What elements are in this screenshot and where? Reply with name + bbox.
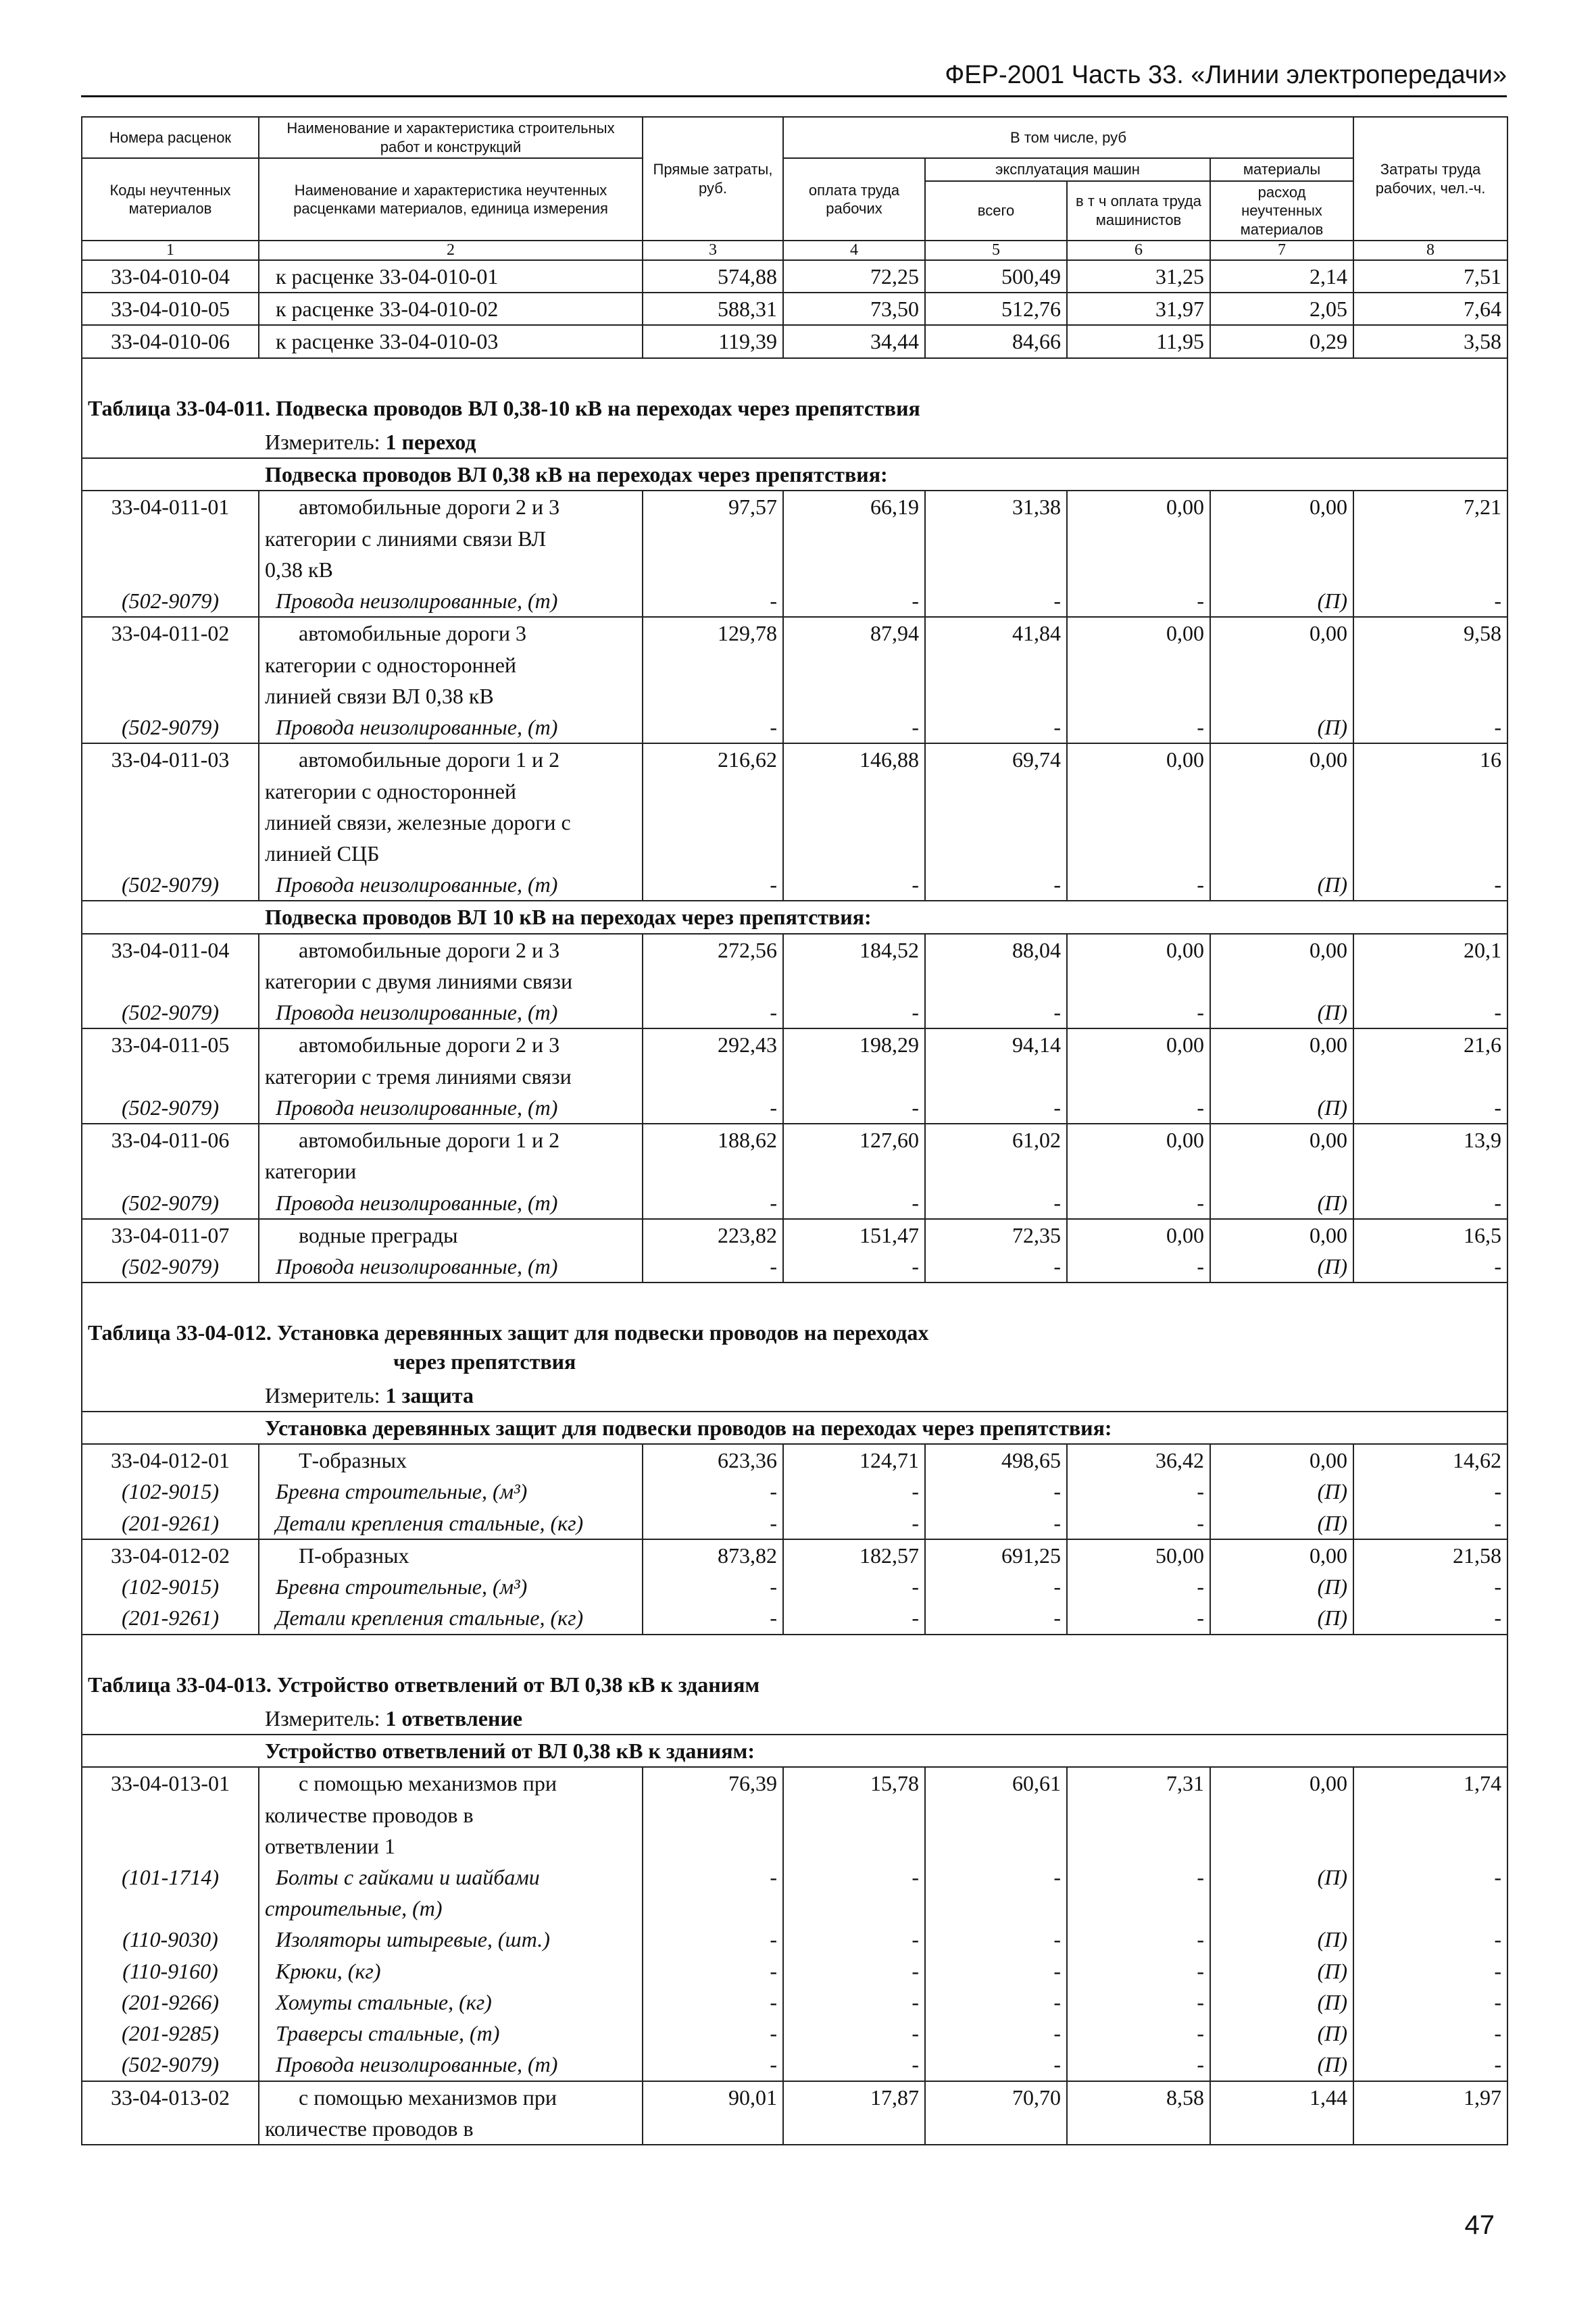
table-title-011: Таблица 33-04-011. Подвеска проводов ВЛ 0,38-10 кВ на переходах через препятствия [82,382,1507,426]
material-row: (110-9030) Изоляторы штыревые, (шт.) - - - - (П) - [82,1924,1507,1955]
col-materials: материалы [1210,158,1353,181]
table-row: 33-04-010-04 к расценке 33-04-010-01 574,88 72,25 500,49 31,25 2,14 7,51 [82,260,1507,293]
table-title-012: Таблица 33-04-012. Установка деревянных защит для подвески проводов на переходах [82,1306,1507,1347]
measure-011: Измеритель: 1 переход [82,426,1507,458]
col-total: всего [925,181,1067,241]
table-row: 33-04-011-07 водные преграды 223,82 151,47 72,35 0,00 0,00 16,5 [82,1219,1507,1251]
col-name-top: Наименование и характеристика строительных работ и конструкций [259,117,643,158]
col-mat-use: расход неучтенных материалов [1210,181,1353,241]
material-row: (201-9266) Хомуты стальные, (кг) - - - - (П) - [82,1987,1507,2018]
table-row: 33-04-013-02 с помощью механизмов при 90,01 17,87 70,70 8,58 1,44 1,97 [82,2081,1507,2113]
header-row [82,117,1507,158]
table-row: 33-04-010-05 к расценке 33-04-010-02 588,31 73,50 512,76 31,97 2,05 7,64 [82,293,1507,325]
col-name-bottom: Наименование и характеристика неучтенных расценками материалов, единица измерения [259,158,643,241]
material-row: (502-9079) Провода неизолированные, (т) - - - - (П) - [82,1187,1507,1219]
material-row: (502-9079) Провода неизолированные, (т) - - - - (П) - [82,585,1507,617]
section-heading: Устройство ответвлений от ВЛ 0,38 кВ к зданиям: [82,1735,1507,1767]
material-row: (502-9079) Провода неизолированные, (т) - - - - (П) - [82,2049,1507,2081]
table-row: 33-04-011-06 автомобильные дороги 1 и 2 188,62 127,60 61,02 0,00 0,00 13,9 [82,1124,1507,1155]
table-row: 33-04-010-06 к расценке 33-04-010-03 119,39 34,44 84,66 11,95 0,29 3,58 [82,325,1507,357]
document-page [81,61,1507,2145]
running-header: ФЕР-2001 Часть 33. «Линии электропередачи» [81,61,1507,97]
section-heading: Подвеска проводов ВЛ 0,38 кВ на переходах через препятствия: [82,458,1507,491]
material-row: (502-9079) Провода неизолированные, (т) - - - - (П) - [82,1251,1507,1283]
section-heading: Установка деревянных защит для подвески проводов на переходах через препятствия: [82,1412,1507,1444]
col-incl-pay: в т ч оплата труда машинистов [1067,181,1210,241]
table-row: 33-04-012-02 П-образных 873,82 182,57 691,25 50,00 0,00 21,58 [82,1539,1507,1571]
table-title-013: Таблица 33-04-013. Устройство ответвлений от ВЛ 0,38 кВ к зданиям [82,1658,1507,1703]
material-row: (201-9285) Траверсы стальные, (т) - - - - (П) - [82,2018,1507,2049]
table-title-012-cont: через препятствия [82,1347,1507,1380]
col-worker-cost: Затраты труда рабочих, чел.-ч. [1353,117,1507,241]
page-number: 47 [1464,2210,1495,2240]
material-row: (502-9079) Провода неизолированные, (т) - - - - (П) - [82,712,1507,743]
material-row: (201-9261) Детали крепления стальные, (кг) - - - - (П) - [82,1508,1507,1539]
table-row: 33-04-011-05 автомобильные дороги 2 и 3 292,43 198,29 94,14 0,00 0,00 21,6 [82,1028,1507,1060]
col-codes-bottom: Коды неучтенных материалов [82,158,259,241]
table-row: 33-04-011-03 автомобильные дороги 1 и 2 216,62 146,88 69,74 0,00 0,00 16 [82,743,1507,775]
table-row: 33-04-011-04 автомобильные дороги 2 и 3 272,56 184,52 88,04 0,00 0,00 20,1 [82,934,1507,966]
material-row: (502-9079) Провода неизолированные, (т) - - - - (П) - [82,997,1507,1028]
material-row: (502-9079) Провода неизолированные, (т) - - - - (П) - [82,1092,1507,1124]
col-codes-top: Номера расценок [82,117,259,158]
table-row: 33-04-011-01 автомобильные дороги 2 и 3 97,57 66,19 31,38 0,00 0,00 7,21 [82,491,1507,522]
table-row: 33-04-012-01 Т-образных 623,36 124,71 498,65 36,42 0,00 14,62 [82,1444,1507,1476]
material-row: (102-9015) Бревна строительные, (м³) - - - - (П) - [82,1476,1507,1507]
material-row: (502-9079) Провода неизолированные, (т) - - - - (П) - [82,869,1507,901]
rates-table: Номера расценок Наименование и характеристика строительных работ и конструкций Прямые затраты, руб. В том числе, руб Затраты труда рабочих, чел.-ч. Коды неучтенных материалов Наименование и характеристика неучтенных расценками материалов, единица измерения оплата труда рабочих эксплуатация машин материалы всего в т ч оплата труда машинистов расход неучтенных материалов 1 2 3 4 5 6 7 8 33-04-010-04 к расценке 33-04-010-01 574,88 72,25 500,49 31,25 2,14 7,51 33-04-010-05 к расценке 33-04-010-02 588,31 73,50 512,76 31,97 2,05 7,64 33-04-010-06 к расценке 33-04-010-03 119,39 34,44 84,66 11,95 0,29 3,58 Таблица 33-04-011. Подвеска проводов ВЛ 0,38-10 кВ на переходах через препятствия Измеритель: 1 переход Подвеска проводов ВЛ 0,38 кВ на переходах через препятствия: 33-04-011-01 автомобильные дороги 2 и 3 97,57 66,19 31,38 0,00 0,00 7,21 категории с линиями связи ВЛ 0,38 кВ (502-9079) Провода неизолированные, (т) - - - - (П) - 33-04-011-02 автомобильные дороги 3 129,78 87,94 41,84 0,00 0,00 9,58 категории с односторонней линией связи ВЛ 0,38 кВ (502-9079) Провода неизолированные, (т) - - - - (П) - 33-04-011-03 автомобильные дороги 1 и 2 216,62 146,88 69,74 0,00 0,00 16 категории с односторонней линией связи, железные дороги с линией СЦБ (502-9079) Провода неизолированные, (т) - - - - (П) - Подвеска проводов ВЛ 10 кВ на переходах через препятствия: 33-04-011-04 автомобильные дороги 2 и 3 272,56 184,52 88,04 0,00 0,00 20,1 категории с двумя линиями связи (502-9079) Провода неизолированные, (т) - - - - (П) - 33-04-011-05 автомобильные дороги 2 и 3 292,43 198,29 94,14 0,00 0,00 21,6 категории с тремя линиями связи (502-9079) Провода неизолированные, (т) - - - - (П) - 33-04-011-06 автомобильные дороги 1 и 2 188,62 127,60 61,02 0,00 0,00 13,9 категории (502-9079) Провода неизолированные, (т) - - - - (П) - 33-04-011-07 водные преграды 223,82 151,47 72,35 0,00 0,00 16,5 (502-9079) Провода неизолированные, (т) - - - - (П) - Таблица 33-04-012. Установка деревянных защит для подвески проводов на переходах через препятствия Измеритель: 1 защита Установка деревянных защит для подвески проводов на переходах через препятствия: 33-04-012-01 Т-образных 623,36 124,71 498,65 36,42 0,00 14,62 (102-9015) Бревна строительные, (м³) - - - - (П) - (201-9261) Детали крепления стальные, (кг) - - - - (П) - 33-04-012-02 П-образных 873,82 182,57 691,25 50,00 0,00 21,58 (102-9015) Бревна строительные, (м³) - - - - (П) - (201-9261) Детали крепления стальные, (кг) - - - - (П) - Таблица 33-04-013. Устройство ответвлений от ВЛ 0,38 кВ к зданиям Измеритель: 1 ответвление Устройство ответвлений от ВЛ 0,38 кВ к зданиям: 33-04-013-01 с помощью механизмов при 76,39 15,78 60,61 7,31 0,00 1,74 количестве проводов в ответвлении 1 (101-1714) Болты с гайками и шайбами - - - - (П) - строительные, (т) (110-9030) Изоляторы штыревые, (шт.) - - - - (П) - (110-9160) Крюки, (кг) - - - - (П) - (201-9266) Хомуты стальные, (кг) - - - - (П) - (201-9285) Траверсы стальные, (т) - - - - (П) - (502-9079) Провода неизолированные, (т) - - - - (П) - 33-04-013-02 с помощью механизмов при 90,01 17,87 70,70 8,58 1,44 1,97 количестве проводов в [81,116,1508,2145]
material-row: (201-9261) Детали крепления стальные, (кг) - - - - (П) - [82,1602,1507,1634]
table-row: 33-04-013-01 с помощью механизмов при 76,39 15,78 60,61 7,31 0,00 1,74 [82,1767,1507,1799]
table-row: 33-04-011-02 автомобильные дороги 3 129,78 87,94 41,84 0,00 0,00 9,58 [82,617,1507,649]
measure-012: Измеритель: 1 защита [82,1380,1507,1412]
measure-013: Измеритель: 1 ответвление [82,1703,1507,1735]
section-heading: Подвеска проводов ВЛ 10 кВ на переходах через препятствия: [82,901,1507,933]
col-incl: В том числе, руб [783,117,1353,158]
material-row: (102-9015) Бревна строительные, (м³) - - - - (П) - [82,1571,1507,1602]
col-exploit: эксплуатация машин [925,158,1210,181]
col-labor: оплата труда рабочих [783,158,925,241]
material-row: (110-9160) Крюки, (кг) - - - - (П) - [82,1956,1507,1987]
material-row: (101-1714) Болты с гайками и шайбами - - - - (П) - [82,1862,1507,1893]
col-direct: Прямые затраты, руб. [643,117,783,241]
column-numbers-row: 1 2 3 4 5 6 7 8 [82,241,1507,260]
